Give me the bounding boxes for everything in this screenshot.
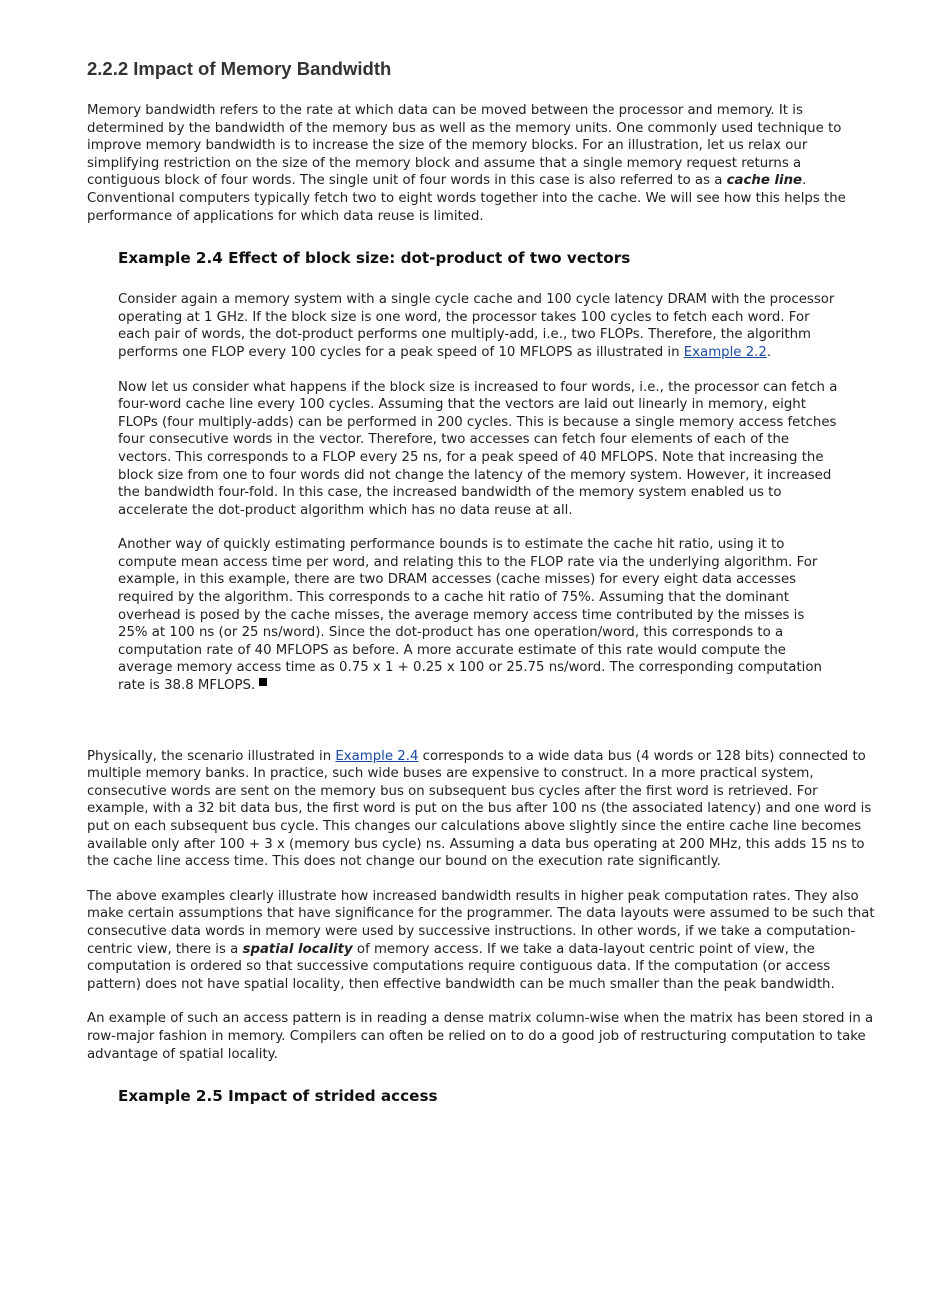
body-paragraph-physical-bus — [87, 748, 877, 871]
body-paragraph-access-pattern: An example of such an access pattern is in reading a dense matrix column-wise when the matrix has been stored in a row-major fashion in memory. Compilers can often be relied on to do a good job of restructuring computation to take advantage of spatial locality. — [87, 1011, 874, 1062]
example-2-4-paragraph-2: Now let us consider what happens if the block size is increased to four words, i.e., the processor can fetch a four-word cache line every 100 cycles. Assuming that the vectors are laid out linearly in memory, eight FLOPs (four multiply-adds) can be performed in 200 cycles. This is because a single memory access fetches four consecutive words in the vector. Therefore, two accesses can fetch four elements of each of the vectors. This corresponds to a FLOP every 25 ns, for a peak speed of 40 MFLOPS. Note that increasing the block size from one to four words did not change the latency of the memory system. However, it increased the bandwidth four-fold. In this case, the increased bandwidth of the memory system enabled us to accelerate the dot-product algorithm which has no data reuse at all. — [118, 379, 838, 518]
intro-text-a: Memory bandwidth refers to the rate at which data can be moved between the processor and memory. It is determined by the bandwidth of the memory bus as well as the memory units. One commonly used technique to improve memory bandwidth is to increase the size of the memory blocks. For an illustration, let us relax our simplifying restriction on the size of the memory block and assume that a single memory request returns a contiguous block of four words. The single unit of four words in this case is also referred to as a — [87, 103, 842, 189]
intro-paragraph — [87, 102, 877, 225]
body-p3-text-b: of memory access. If we take a data-layout centric point of view, the computation is ordered so that successive computations require contiguous data. If the computation (or access pattern) does not have spatial locality, then effective bandwidth can be much smaller than the peak bandwidth. — [87, 941, 835, 992]
example-2-4 — [118, 248, 838, 694]
link-example-2-2[interactable]: Example 2.2 — [683, 344, 767, 360]
body-paragraph-spatial-locality — [87, 888, 877, 994]
example-2-4-p1-text-b: . — [766, 344, 772, 360]
example-2-4-p1-text-a: Consider again a memory system with a single cycle cache and 100 cycle latency DRAM with the processor operating at 1 GHz. If the block size is one word, the processor takes 100 cycles to fetch each word. For each pair of words, the dot-product performs one multiply-add, i.e., two FLOPs. Therefore, the algorithm performs one FLOP every 100 cycles for a peak speed of 10 MFLOPS as illustrated in — [118, 292, 835, 360]
example-2-4-paragraph-1 — [118, 291, 838, 361]
example-2-4-title: Example 2.4 Effect of block size: dot-product of two vectors — [118, 249, 631, 268]
term-spatial-locality: spatial locality — [242, 941, 353, 957]
document-page — [87, 58, 877, 1129]
link-example-2-4[interactable]: Example 2.4 — [335, 748, 419, 764]
term-cache-line: cache line — [726, 173, 803, 189]
body-p2-text-a: Physically, the scenario illustrated in — [87, 748, 336, 764]
intro-text-b: . Conventional computers typically fetch two to eight words together into the cache. We will see how this helps the performance of applications for which data reuse is limited. — [87, 173, 846, 224]
body-p3-text-a: The above examples clearly illustrate how increased bandwidth results in higher peak computation rates. They also make certain assumptions that have significance for the programmer. The data layouts were assumed to be such that consecutive data words in memory were used by successive instructions. In other words, if we take a computation-centric view, there is a — [87, 888, 875, 957]
example-2-5-title: Example 2.5 Impact of strided access — [118, 1087, 438, 1106]
section-heading: 2.2.2 Impact of Memory Bandwidth — [87, 58, 392, 79]
example-2-4-paragraph-3 — [118, 536, 838, 694]
example-2-5 — [118, 1086, 838, 1106]
example-2-4-p3-text: Another way of quickly estimating performance bounds is to estimate the cache hit ratio, using it to compute mean access time per word, and relating this to the FLOP rate via the underlying algorithm. For example, in this example, there are two DRAM accesses (cache misses) for every eight data accesses required by the algorithm. This corresponds to a cache hit ratio of 75%. Assuming that the dominant overhead is posed by the cache misses, the average memory access time contributed by the misses is 25% at 100 ns (or 25 ns/word). Since the dot-product has one operation/word, this corresponds to a computation rate of 40 MFLOPS as before. A more accurate estimate of this rate would compute the average memory access time as 0.75 x 1 + 0.25 x 100 or 25.75 ns/word. The corresponding computation rate is 38.8 MFLOPS. — [118, 537, 822, 694]
body-p2-text-b: corresponds to a wide data bus (4 words or 128 bits) connected to multiple memory banks. In practice, such wide buses are expensive to construct. In a more practical system, consecutive words are sent on the memory bus on subsequent bus cycles after the first word is retrieved. For example, with a 32 bit data bus, the first word is put on the bus after 100 ns (the associated latency) and one word is put on each subsequent bus cycle. This changes our calculations above slightly since the entire cache line becomes available only after 100 + 3 x (memory bus cycle) ns. Assuming a data bus operating at 200 MHz, this adds 15 ns to the cache line access time. This does not change our bound on the execution rate significantly. — [87, 748, 872, 870]
end-of-example-mark — [259, 678, 267, 686]
